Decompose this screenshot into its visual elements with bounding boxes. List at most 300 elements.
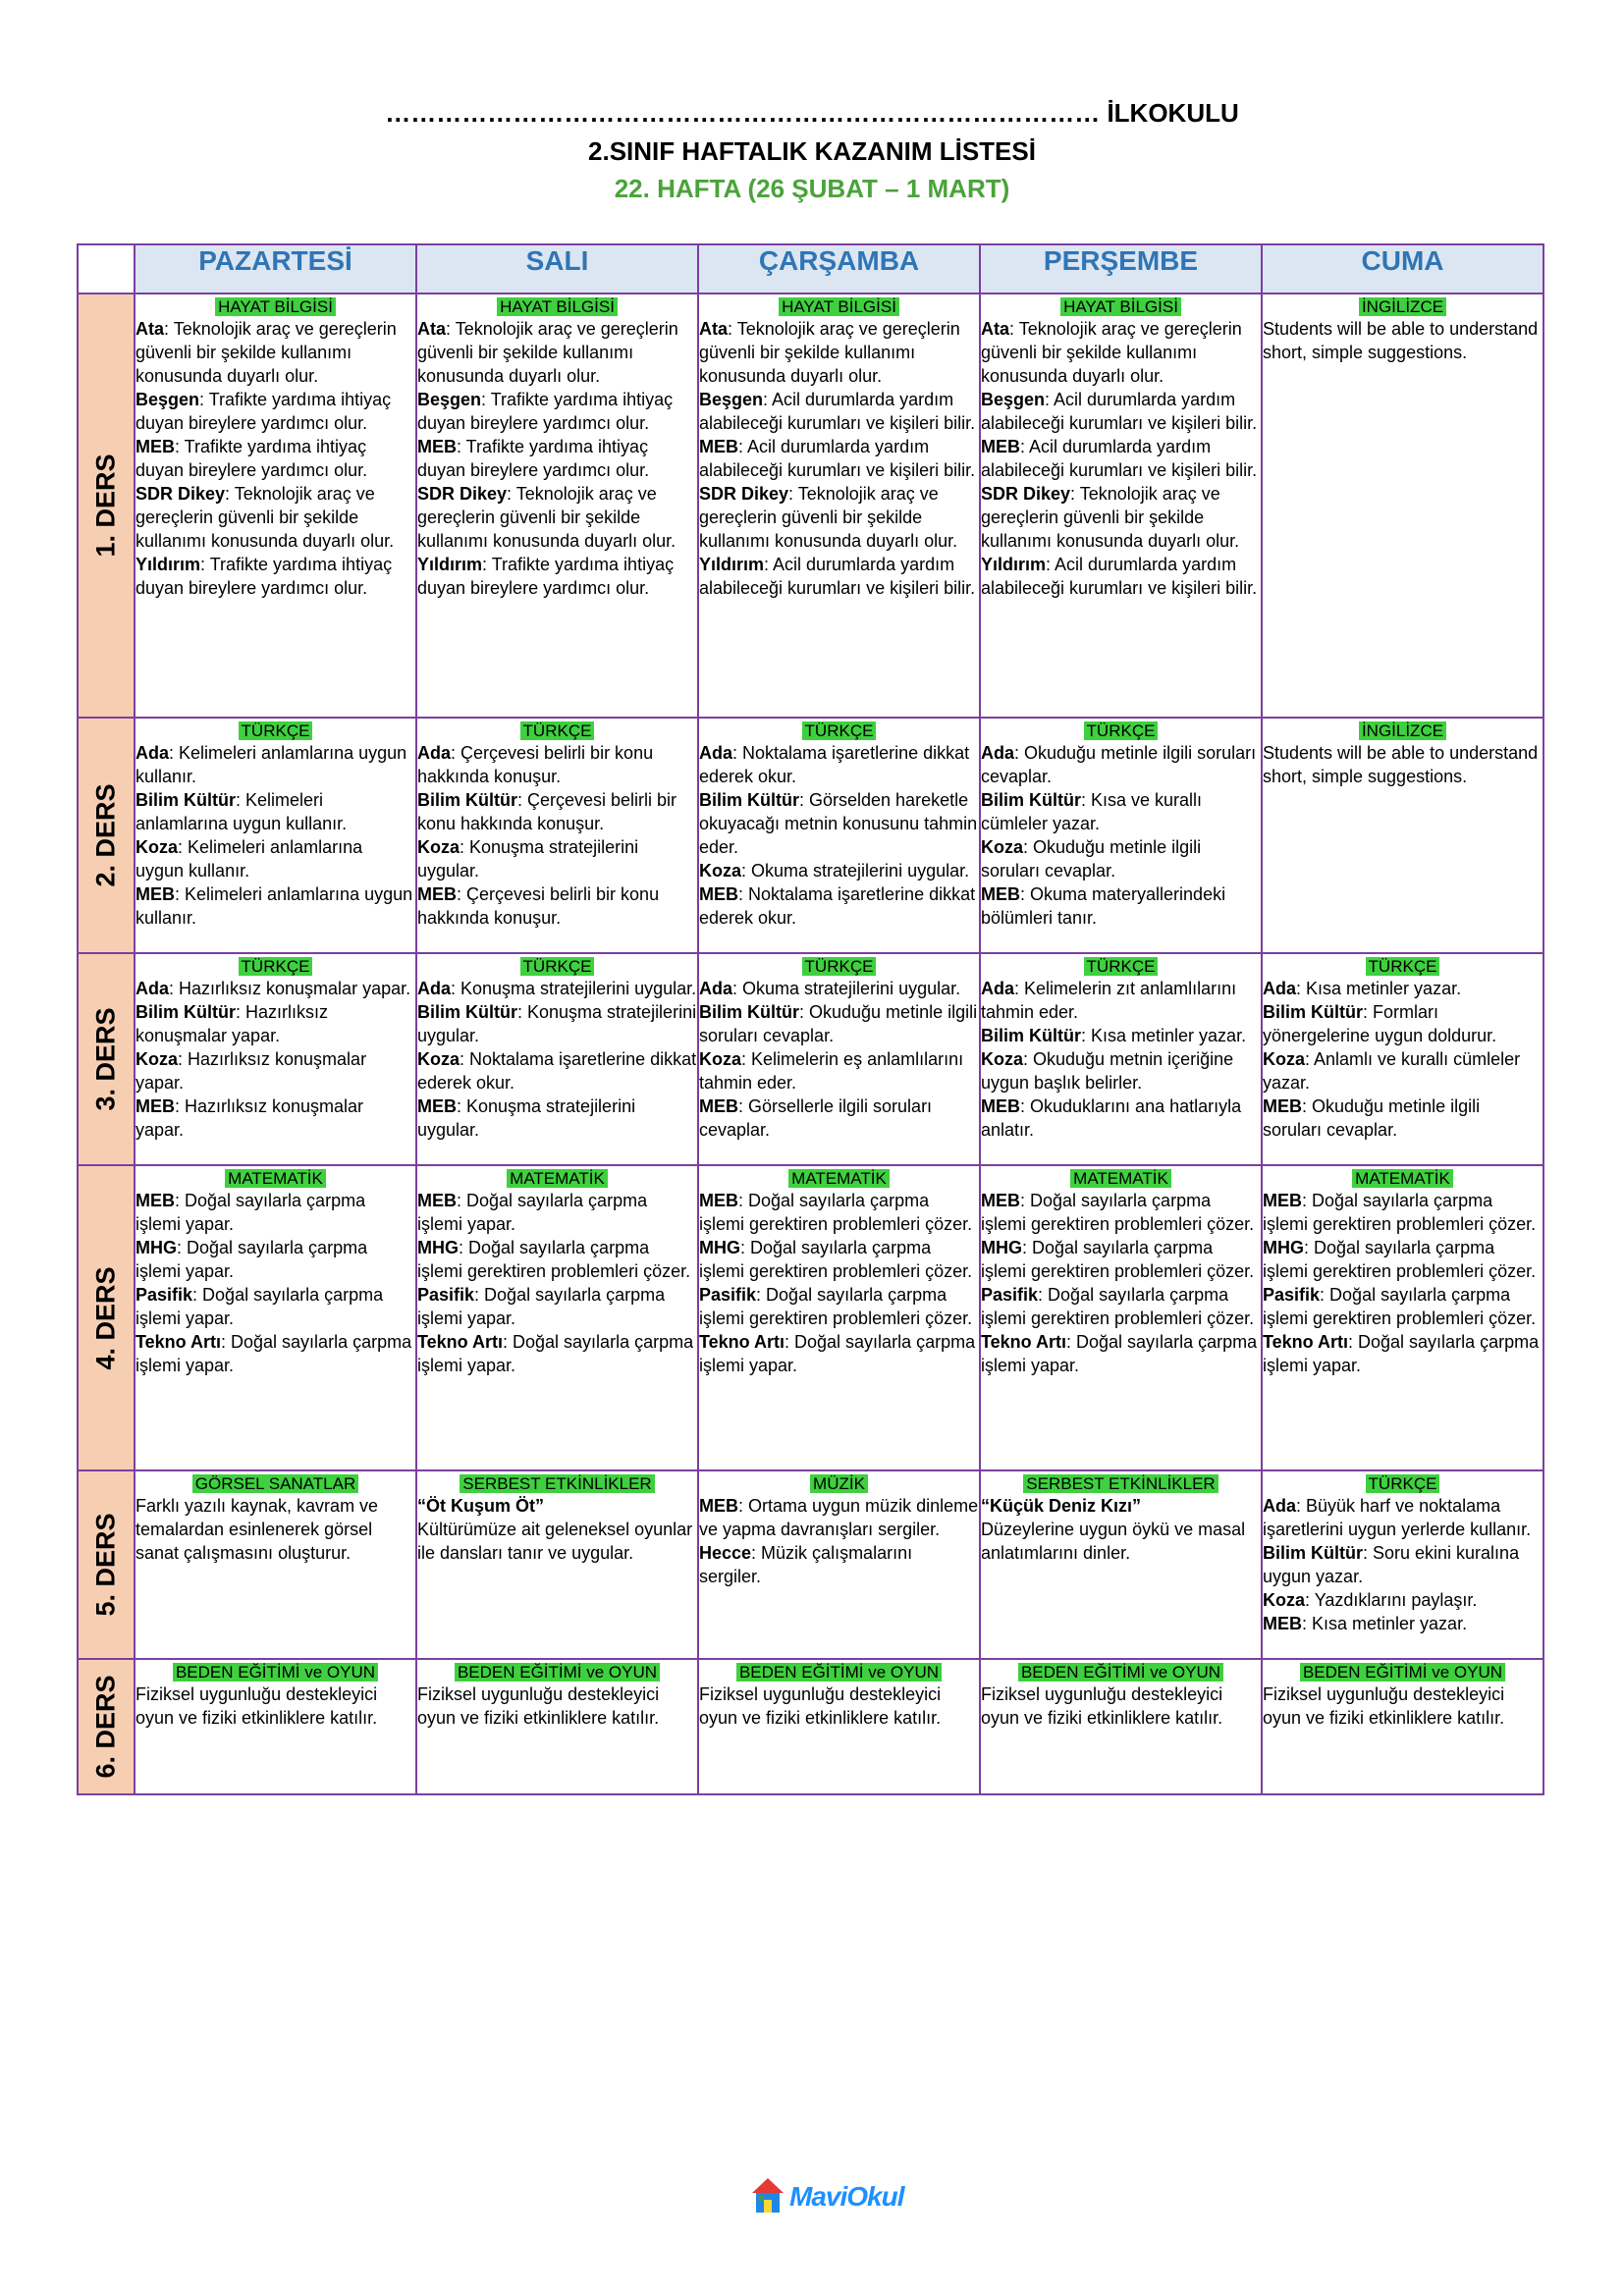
source-name: Ada — [135, 979, 170, 998]
lesson-cell — [980, 953, 1262, 1165]
objective-item — [981, 1494, 1261, 1518]
objective-text: : Kısa metinler yazar. — [1296, 979, 1462, 998]
source-name: SDR Dikey — [417, 484, 508, 504]
subject-highlight: SERBEST ETKİNLİKLER — [460, 1474, 654, 1493]
objective-text: : Teknolojik araç ve gereçlerin güvenli bir şekilde kullanımı konusunda duyarlı olur. — [981, 319, 1242, 386]
source-name: Ada — [981, 979, 1015, 998]
source-name: MEB — [135, 884, 175, 904]
objective-item — [699, 1000, 979, 1047]
objective-item — [981, 1095, 1261, 1142]
objective-item — [417, 1047, 697, 1095]
source-name: “Küçük Deniz Kızı” — [981, 1496, 1142, 1516]
objective-text: : Doğal sayılarla çarpma işlemi gerektiren problemleri çözer. — [699, 1285, 973, 1328]
objective-item — [699, 1330, 979, 1377]
objective-text: Düzeylerine uygun öykü ve masal anlatımlarını dinler. — [981, 1520, 1246, 1563]
objective-text: : Hazırlıksız konuşmalar yapar. — [169, 979, 411, 998]
logo-text: MaviOkul — [789, 2181, 904, 2212]
source-name: Yıldırım — [699, 555, 765, 574]
source-name: Ada — [1263, 1496, 1297, 1516]
objective-item — [417, 317, 697, 388]
objective-item — [699, 788, 979, 859]
lesson-cell — [698, 1659, 980, 1794]
objective-text: : Okuma stratejilerini uygular. — [741, 861, 970, 881]
objective-text: : Müzik çalışmalarını sergiler. — [699, 1543, 913, 1586]
objective-item — [1263, 1047, 1543, 1095]
source-name: MHG — [135, 1238, 177, 1257]
lesson-cell — [1262, 1470, 1543, 1659]
day-header: ÇARŞAMBA — [698, 244, 980, 294]
subject-highlight: MATEMATİK — [788, 1169, 890, 1188]
objective-item — [417, 1330, 697, 1377]
subject-label — [699, 955, 979, 977]
subject-label — [417, 955, 697, 977]
subject-label — [135, 955, 415, 977]
subject-highlight: MÜZİK — [810, 1474, 868, 1493]
source-name: MHG — [417, 1238, 459, 1257]
objective-item — [699, 1682, 979, 1730]
subject-highlight: MATEMATİK — [1070, 1169, 1171, 1188]
objective-text: : Doğal sayılarla çarpma işlemi gerektiren problemleri çözer. — [699, 1238, 973, 1281]
objective-text: : Acil durumlarda yardım alabileceği kurumları ve kişileri bilir. — [981, 555, 1258, 598]
subject-highlight: BEDEN EĞİTİMİ ve OYUN — [1300, 1663, 1505, 1682]
source-name: Hecce — [699, 1543, 752, 1563]
source-name: Pasifik — [1263, 1285, 1321, 1305]
objective-item — [417, 388, 697, 435]
lesson-cell — [135, 953, 416, 1165]
objective-text: : Trafikte yardıma ihtiyaç duyan bireylere yardımcı olur. — [417, 437, 650, 480]
objective-text: : Doğal sayılarla çarpma işlemi yapar. — [1263, 1332, 1540, 1375]
source-name: MEB — [417, 1191, 457, 1210]
source-name: Ada — [699, 743, 733, 763]
objective-item — [981, 1283, 1261, 1330]
source-name: SDR Dikey — [981, 484, 1071, 504]
source-name: Bilim Kültür — [699, 1002, 799, 1022]
lesson-label: 3. DERS — [90, 1007, 121, 1111]
objective-text: : Okuduklarını ana hatlarıyla anlatır. — [981, 1096, 1242, 1140]
lesson-cell — [416, 953, 698, 1165]
lesson-cell — [135, 1659, 416, 1794]
objective-text: : Noktalama işaretlerine dikkat ederek okur. — [699, 884, 976, 928]
objective-text: : Teknolojik araç ve gereçlerin güvenli bir şekilde kullanımı konusunda duyarlı olur. — [417, 319, 678, 386]
subject-label — [417, 720, 697, 741]
lesson-row — [78, 1659, 1543, 1794]
source-name: Pasifik — [417, 1285, 475, 1305]
objective-item — [1263, 1283, 1543, 1330]
objective-text: : Kelimeleri anlamlarına uygun kullanır. — [135, 743, 407, 786]
objective-item — [417, 835, 697, 882]
objective-text: Fiziksel uygunluğu destekleyici oyun ve fiziki etkinliklere katılır. — [1263, 1684, 1505, 1728]
lesson-label: 1. DERS — [90, 454, 121, 558]
objective-text: : Teknolojik araç ve gereçlerin güvenli bir şekilde kullanımı konusunda duyarlı olur. — [699, 319, 960, 386]
lesson-cell — [980, 1470, 1262, 1659]
subject-highlight: BEDEN EĞİTİMİ ve OYUN — [1018, 1663, 1223, 1682]
source-name: MEB — [981, 884, 1020, 904]
source-name: Pasifik — [699, 1285, 757, 1305]
objective-text: Fiziksel uygunluğu destekleyici oyun ve fiziki etkinliklere katılır. — [135, 1684, 378, 1728]
subject-highlight: HAYAT BİLGİSİ — [497, 297, 618, 316]
lesson-cell — [135, 1470, 416, 1659]
lesson-label-cell — [78, 953, 135, 1165]
source-name: MEB — [417, 437, 457, 456]
objective-text: : Trafikte yardıma ihtiyaç duyan bireylere yardımcı olur. — [135, 390, 392, 433]
objective-text: : Doğal sayılarla çarpma işlemi gerektiren problemleri çözer. — [1263, 1238, 1537, 1281]
subject-highlight: GÖRSEL SANATLAR — [192, 1474, 358, 1493]
subject-label — [981, 1472, 1261, 1494]
objective-text: : Kelimeleri anlamlarına uygun kullanır. — [135, 884, 413, 928]
source-name: Ata — [417, 319, 447, 339]
objective-item — [417, 1494, 697, 1518]
objective-item — [1263, 1330, 1543, 1377]
objective-text: : Doğal sayılarla çarpma işlemi yapar. — [417, 1332, 694, 1375]
objective-item — [135, 1494, 415, 1565]
objective-item — [135, 882, 415, 930]
objective-text: : Trafikte yardıma ihtiyaç duyan bireylere yardımcı olur. — [135, 555, 393, 598]
source-name: Koza — [981, 837, 1024, 857]
lesson-cell — [135, 718, 416, 953]
objective-text: : Formları yönergelerine uygun doldurur. — [1263, 1002, 1497, 1045]
lesson-label-cell — [78, 1659, 135, 1794]
subject-highlight: TÜRKÇE — [239, 721, 313, 740]
objective-text: : Doğal sayılarla çarpma işlemi yapar. — [981, 1332, 1258, 1375]
objective-text: : Kelimelerin zıt anlamlılarını tahmin eder. — [981, 979, 1237, 1022]
subject-highlight: TÜRKÇE — [520, 721, 595, 740]
source-name: SDR Dikey — [699, 484, 789, 504]
objective-item — [135, 482, 415, 553]
subject-label — [135, 295, 415, 317]
objective-item — [135, 835, 415, 882]
objective-item — [135, 388, 415, 435]
lesson-label-cell — [78, 294, 135, 718]
objective-text: : Trafikte yardıma ihtiyaç duyan bireylere yardımcı olur. — [417, 390, 674, 433]
subject-highlight: BEDEN EĞİTİMİ ve OYUN — [455, 1663, 660, 1682]
objective-text: : Görselden hareketle okuyacağı metnin konusunu tahmin eder. — [699, 790, 978, 857]
objective-item — [699, 482, 979, 553]
objective-text: : Konuşma stratejilerini uygular. — [451, 979, 697, 998]
day-header: SALI — [416, 244, 698, 294]
objective-item — [417, 741, 697, 788]
objective-text: : Kelimeleri anlamlarına uygun kullanır. — [135, 837, 363, 881]
page-title: 2.SINIF HAFTALIK KAZANIM LİSTESİ — [588, 136, 1036, 166]
objective-text: : Doğal sayılarla çarpma işlemi gerektiren problemleri çözer. — [981, 1238, 1255, 1281]
objective-item — [417, 435, 697, 482]
house-icon — [750, 2175, 785, 2215]
lesson-label: 2. DERS — [90, 783, 121, 887]
subject-label — [135, 1472, 415, 1494]
lesson-label-cell — [78, 1470, 135, 1659]
subject-label — [417, 1472, 697, 1494]
source-name: MEB — [699, 884, 738, 904]
source-name: Tekno Artı — [981, 1332, 1067, 1352]
source-name: SDR Dikey — [135, 484, 226, 504]
lesson-label: 4. DERS — [90, 1265, 121, 1370]
weekly-schedule-table — [77, 243, 1544, 1795]
objective-item — [981, 1024, 1261, 1047]
objective-text: : Acil durumlarda yardım alabileceği kurumları ve kişileri bilir. — [981, 390, 1258, 433]
objective-text: : Doğal sayılarla çarpma işlemi gerektiren problemleri çözer. — [981, 1285, 1255, 1328]
source-name: Bilim Kültür — [417, 1002, 517, 1022]
subject-highlight: BEDEN EĞİTİMİ ve OYUN — [736, 1663, 942, 1682]
objective-text: : Teknolojik araç ve gereçlerin güvenli bir şekilde kullanımı konusunda duyarlı olur. — [135, 484, 395, 551]
objective-text: : Doğal sayılarla çarpma işlemi yapar. — [699, 1332, 976, 1375]
subject-highlight: TÜRKÇE — [1084, 721, 1159, 740]
source-name: MEB — [1263, 1096, 1302, 1116]
source-name: Bilim Kültür — [135, 790, 236, 810]
source-name: Beşgen — [699, 390, 764, 409]
source-name: Tekno Artı — [135, 1332, 222, 1352]
lesson-cell — [135, 1165, 416, 1470]
objective-item — [1263, 1612, 1543, 1635]
source-name: “Öt Kuşum Öt” — [417, 1496, 544, 1516]
objective-text: : Doğal sayılarla çarpma işlemi yapar. — [135, 1332, 412, 1375]
objective-text: : Çerçevesi belirli bir konu hakkında konuşur. — [417, 790, 677, 833]
source-name: Pasifik — [981, 1285, 1039, 1305]
objective-text: : Kısa metinler yazar. — [1081, 1026, 1247, 1045]
source-name: Tekno Artı — [417, 1332, 504, 1352]
lesson-cell — [416, 1470, 698, 1659]
subject-label — [417, 1661, 697, 1682]
maviokul-logo — [750, 2173, 904, 2222]
source-name: Yıldırım — [135, 555, 201, 574]
source-name: Koza — [1263, 1590, 1306, 1610]
source-name: MEB — [699, 1496, 738, 1516]
objective-item — [417, 1283, 697, 1330]
source-name: Koza — [417, 837, 460, 857]
objective-text: : Doğal sayılarla çarpma işlemi yapar. — [135, 1285, 384, 1328]
subject-label — [699, 1167, 979, 1189]
source-name: Koza — [699, 861, 742, 881]
source-name: Bilim Kültür — [981, 790, 1081, 810]
objective-item — [699, 1236, 979, 1283]
objective-text: : Teknolojik araç ve gereçlerin güvenli bir şekilde kullanımı konusunda duyarlı olur. — [135, 319, 397, 386]
source-name: Ada — [1263, 979, 1297, 998]
objective-text: : Doğal sayılarla çarpma işlemi gerektiren problemleri çözer. — [417, 1238, 691, 1281]
objective-text: : Okuma materyallerindeki bölümleri tanır. — [981, 884, 1226, 928]
lesson-cell — [416, 294, 698, 718]
subject-label — [417, 1167, 697, 1189]
lesson-cell — [698, 1165, 980, 1470]
objective-text: : Trafikte yardıma ihtiyaç duyan bireylere yardımcı olur. — [417, 555, 675, 598]
objective-item — [699, 741, 979, 788]
subject-highlight: HAYAT BİLGİSİ — [215, 297, 336, 316]
objective-text: : Acil durumlarda yardım alabileceği kurumları ve kişileri bilir. — [699, 390, 976, 433]
subject-label — [699, 295, 979, 317]
school-name: ………………………………………………………………………… İLKOKULU — [385, 98, 1239, 128]
source-name: Ata — [981, 319, 1010, 339]
objective-text: Farklı yazılı kaynak, kavram ve temalardan esinlenerek görsel sanat çalışmasını oluşturur. — [135, 1496, 379, 1563]
objective-item — [981, 835, 1261, 882]
objective-item — [417, 882, 697, 930]
subject-label — [135, 1661, 415, 1682]
objective-item — [699, 435, 979, 482]
lesson-cell — [416, 718, 698, 953]
subject-highlight: TÜRKÇE — [802, 957, 877, 976]
objective-item — [417, 1518, 697, 1565]
objective-text: : Okuduğu metinle ilgili soruları cevaplar. — [1263, 1096, 1481, 1140]
objective-item — [135, 1000, 415, 1047]
lesson-label: 5. DERS — [90, 1513, 121, 1617]
source-name: Bilim Kültür — [1263, 1002, 1363, 1022]
lesson-row — [78, 718, 1543, 953]
subject-highlight: MATEMATİK — [1352, 1169, 1453, 1188]
objective-text: : Doğal sayılarla çarpma işlemi gerektiren problemleri çözer. — [1263, 1285, 1537, 1328]
objective-item — [981, 435, 1261, 482]
objective-item — [135, 1682, 415, 1730]
objective-text: : Acil durumlarda yardım alabileceği kurumları ve kişileri bilir. — [699, 555, 976, 598]
objective-item — [417, 1189, 697, 1236]
corner-cell — [78, 244, 135, 294]
objective-text: Fiziksel uygunluğu destekleyici oyun ve fiziki etkinliklere katılır. — [417, 1684, 660, 1728]
source-name: MEB — [981, 1096, 1020, 1116]
subject-highlight: BEDEN EĞİTİMİ ve OYUN — [173, 1663, 378, 1682]
objective-text: : Hazırlıksız konuşmalar yapar. — [135, 1002, 329, 1045]
objective-text: Students will be able to understand short, simple suggestions. — [1263, 319, 1539, 362]
objective-text: : Doğal sayılarla çarpma işlemi yapar. — [417, 1285, 666, 1328]
objective-text: : Kelimeleri anlamlarına uygun kullanır. — [135, 790, 348, 833]
lesson-cell — [980, 294, 1262, 718]
lesson-cell — [698, 718, 980, 953]
source-name: Bilim Kültür — [1263, 1543, 1363, 1563]
week-title: 22. HAFTA (26 ŞUBAT – 1 MART) — [614, 174, 1010, 203]
lesson-cell — [416, 1659, 698, 1794]
objective-item — [1263, 1095, 1543, 1142]
objective-item — [1263, 1682, 1543, 1730]
objective-text: : Kısa metinler yazar. — [1302, 1614, 1468, 1633]
objective-text: : Yazdıklarını paylaşır. — [1305, 1590, 1478, 1610]
source-name: Ada — [135, 743, 170, 763]
objective-text: : Noktalama işaretlerine dikkat ederek okur. — [417, 1049, 697, 1093]
lesson-cell — [698, 294, 980, 718]
lesson-row — [78, 1165, 1543, 1470]
lesson-cell — [1262, 1659, 1543, 1794]
objective-text: : Teknolojik araç ve gereçlerin güvenli bir şekilde kullanımı konusunda duyarlı olur. — [981, 484, 1240, 551]
objective-item — [417, 788, 697, 835]
objective-item — [1263, 1588, 1543, 1612]
subject-highlight: MATEMATİK — [507, 1169, 608, 1188]
day-header: PERŞEMBE — [980, 244, 1262, 294]
objective-text: : Okuduğu metinle ilgili soruları cevaplar. — [981, 837, 1202, 881]
lesson-cell — [698, 1470, 980, 1659]
objective-text: : Doğal sayılarla çarpma işlemi yapar. — [417, 1191, 648, 1234]
objective-item — [1263, 1000, 1543, 1047]
source-name: MHG — [981, 1238, 1022, 1257]
objective-text: : Doğal sayılarla çarpma işlemi yapar. — [135, 1238, 368, 1281]
objective-item — [981, 741, 1261, 788]
source-name: MEB — [1263, 1614, 1302, 1633]
lesson-row — [78, 294, 1543, 718]
source-name: Tekno Artı — [699, 1332, 785, 1352]
objective-item — [981, 482, 1261, 553]
objective-text: : Çerçevesi belirli bir konu hakkında konuşur. — [417, 884, 660, 928]
subject-label — [1263, 955, 1543, 977]
source-name: Yıldırım — [417, 555, 483, 574]
subject-label — [1263, 295, 1543, 317]
objective-item — [135, 317, 415, 388]
subject-highlight: MATEMATİK — [225, 1169, 326, 1188]
source-name: MEB — [699, 437, 738, 456]
lesson-cell — [980, 1165, 1262, 1470]
source-name: Beşgen — [135, 390, 200, 409]
lesson-cell — [1262, 953, 1543, 1165]
objective-text: : Hazırlıksız konuşmalar yapar. — [135, 1096, 364, 1140]
objective-item — [699, 1047, 979, 1095]
source-name: MEB — [135, 1191, 175, 1210]
day-header-row — [78, 244, 1543, 294]
objective-item — [981, 788, 1261, 835]
objective-text: : Ortama uygun müzik dinleme ve yapma davranışları sergiler. — [699, 1496, 979, 1539]
lesson-row — [78, 953, 1543, 1165]
lesson-cell — [1262, 294, 1543, 718]
objective-item — [699, 859, 979, 882]
source-name: Koza — [135, 837, 179, 857]
source-name: Koza — [135, 1049, 179, 1069]
objective-text: : Konuşma stratejilerini uygular. — [417, 1096, 636, 1140]
source-name: Yıldırım — [981, 555, 1047, 574]
objective-item — [135, 741, 415, 788]
objective-item — [699, 1541, 979, 1588]
objective-text: : Hazırlıksız konuşmalar yapar. — [135, 1049, 367, 1093]
objective-item — [981, 317, 1261, 388]
subject-highlight: TÜRKÇE — [1366, 1474, 1440, 1493]
subject-highlight: İNGİLİZCE — [1359, 721, 1446, 740]
objective-text: : Doğal sayılarla çarpma işlemi gerektiren problemleri çözer. — [1263, 1191, 1537, 1234]
source-name: Bilim Kültür — [699, 790, 799, 810]
source-name: MEB — [699, 1096, 738, 1116]
objective-item — [135, 1236, 415, 1283]
subject-label — [981, 295, 1261, 317]
source-name: Ada — [981, 743, 1015, 763]
lesson-cell — [416, 1165, 698, 1470]
source-name: MEB — [135, 437, 175, 456]
subject-highlight: TÜRKÇE — [1084, 957, 1159, 976]
objective-item — [699, 977, 979, 1000]
objective-item — [417, 1682, 697, 1730]
objective-item — [135, 788, 415, 835]
objective-text: : Trafikte yardıma ihtiyaç duyan bireylere yardımcı olur. — [135, 437, 368, 480]
source-name: Ada — [417, 743, 452, 763]
day-header: PAZARTESİ — [135, 244, 416, 294]
source-name: Ada — [417, 979, 452, 998]
source-name: Koza — [1263, 1049, 1306, 1069]
subject-label — [135, 1167, 415, 1189]
objective-item — [981, 1047, 1261, 1095]
objective-text: : Büyük harf ve noktalama işaretlerini uygun yerlerde kullanır. — [1263, 1496, 1532, 1539]
objective-item — [699, 1095, 979, 1142]
objective-text: : Teknolojik araç ve gereçlerin güvenli bir şekilde kullanımı konusunda duyarlı olur. — [417, 484, 677, 551]
objective-text: : Çerçevesi belirli bir konu hakkında konuşur. — [417, 743, 654, 786]
objective-item — [135, 1095, 415, 1142]
objective-item — [699, 1283, 979, 1330]
objective-text: : Soru ekini kuralına uygun yazar. — [1263, 1543, 1520, 1586]
source-name: Bilim Kültür — [981, 1026, 1081, 1045]
objective-item — [699, 553, 979, 600]
subject-label — [135, 720, 415, 741]
subject-label — [1263, 1661, 1543, 1682]
objective-item — [981, 388, 1261, 435]
objective-item — [417, 553, 697, 600]
lesson-cell — [980, 718, 1262, 953]
lesson-row — [78, 1470, 1543, 1659]
objective-text: : Konuşma stratejilerini uygular. — [417, 1002, 697, 1045]
objective-text: : Okuduğu metinle ilgili soruları cevaplar. — [981, 743, 1257, 786]
lesson-cell — [980, 1659, 1262, 1794]
objective-item — [417, 1000, 697, 1047]
subject-highlight: HAYAT BİLGİSİ — [779, 297, 899, 316]
objective-item — [981, 977, 1261, 1024]
lesson-cell — [135, 294, 416, 718]
source-name: Koza — [699, 1049, 742, 1069]
objective-item — [1263, 1189, 1543, 1236]
source-name: Koza — [981, 1049, 1024, 1069]
